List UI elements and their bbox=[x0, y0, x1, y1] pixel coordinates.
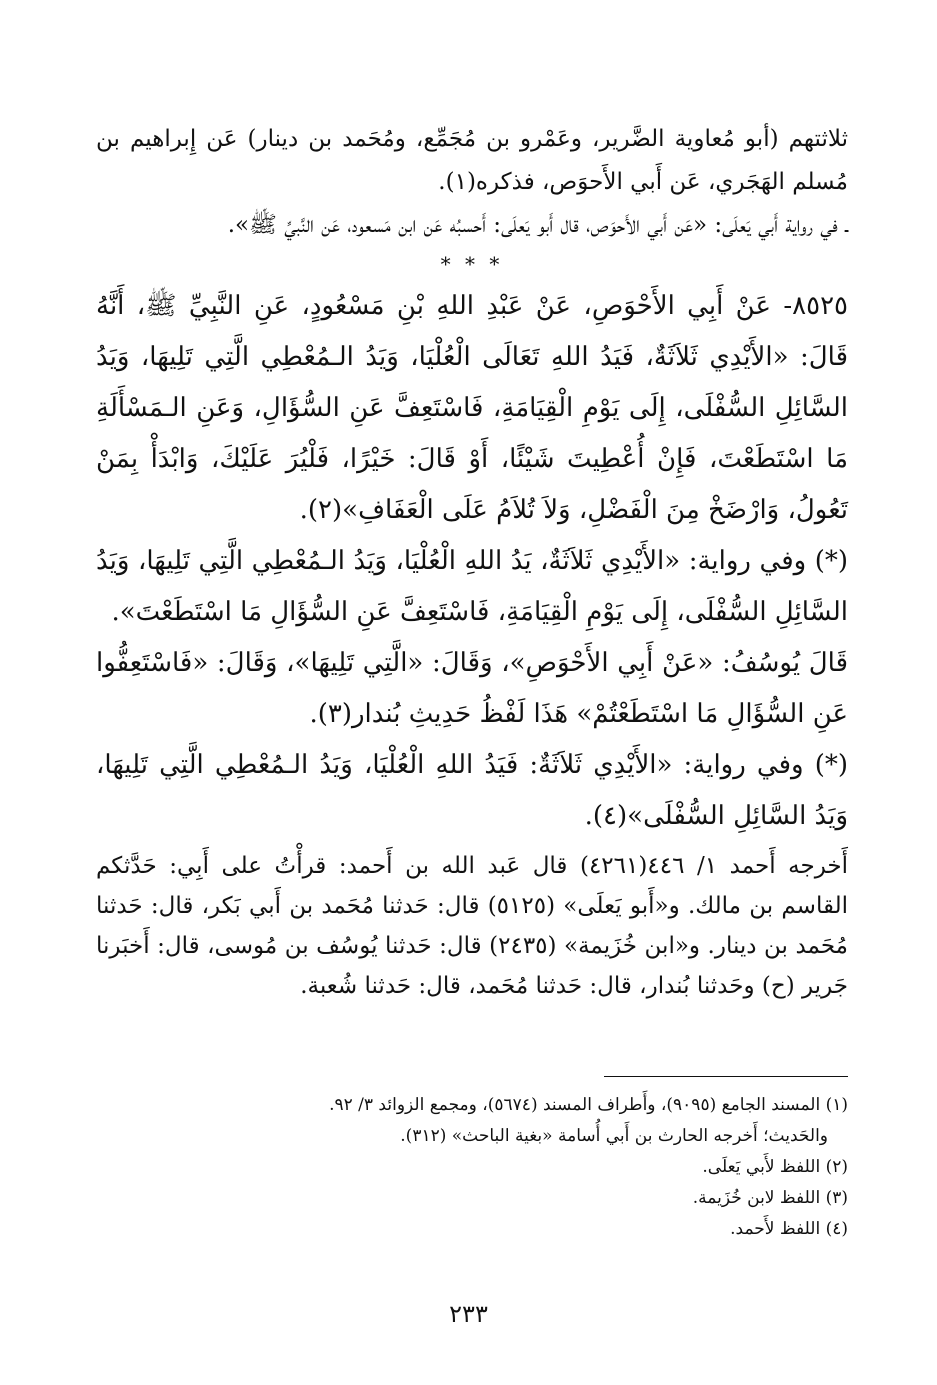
intro-paragraph: ثلاثتهم (أبو مُعاوية الضَّرير، وعَمْرو بن مُجَمِّع، ومُحَمد بن دينار) عَن إِبراهيم بن مُسلم الهَجَري، عَن أَبي الأَحوَص، فذكره(١). bbox=[96, 126, 848, 195]
hadith-variant-1: (*) وفي رواية: «الأَيْدِي ثَلاَثَةٌ، يَدُ اللهِ الْعُلْيَا، وَيَدُ الـمُعْطِي الَّتِي تَلِيهَا، وَيَدُ السَّائِلِ السُّفْلَى، إِلَى يَوْمِ الْقِيَامَةِ، فَاسْتَعِفَّ عَنِ السُّؤَالِ مَا اسْتَطَعْتَ». bbox=[96, 546, 848, 627]
footnote-1-continuation: والحَديث؛ أَخرجه الحارث بن أَبي أُسامة «بغية الباحث» (٣١٢). bbox=[400, 1126, 828, 1146]
hadith-8525 bbox=[96, 281, 848, 842]
footnote-2: (٢) اللفظ لأَبي يَعلَى. bbox=[702, 1157, 848, 1177]
abu-yala-note: ـ في رواية أَبي يَعلَى: «عَن أَبي الأَحوَص، قال أَبو يَعلَى: أَحسبُه عَن ابن مَسعود، عَن النَّبيِّ ﷺ». bbox=[227, 212, 848, 238]
footnote-divider bbox=[604, 1076, 848, 1077]
hadith-main-text: ٨٥٢٥- عَنْ أَبِي الأَحْوَصِ، عَنْ عَبْدِ اللهِ بْنِ مَسْعُودٍ، عَنِ النَّبِيِّ ﷺ، أَنَّهُ قَالَ: «الأَيْدِي ثَلاَثَةٌ، فَيَدُ اللهِ تَعَالَى الْعُلْيَا، وَيَدُ الـمُعْطِي الَّتِي تَلِيهَا، وَيَدُ السَّائِلِ السُّفْلَى، إِلَى يَوْمِ الْقِيَامَةِ، فَاسْتَعِفَّ عَنِ السُّؤَالِ، وَعَنِ الـمَسْأَلَةِ مَا اسْتَطَعْتَ، فَإِنْ أُعْطِيتَ شَيْئًا، أَوْ قَالَ: خَيْرًا، فَلْيُرَ عَلَيْكَ، وَابْدَأْ بِمَنْ تَعُولُ، وَارْضَخْ مِنَ الْفَضْلِ، وَلاَ تُلاَمُ عَلَى الْعَفَافِ»(٢). bbox=[96, 291, 848, 525]
takhrij-section bbox=[96, 846, 848, 1006]
footnote-4: (٤) اللفظ لأَحمد. bbox=[730, 1219, 848, 1239]
section-separator: * * * bbox=[440, 252, 504, 276]
hadith-variant-2: (*) وفي رواية: «الأَيْدِي ثَلاَثَةٌ: فَيَدُ اللهِ الْعُلْيَا، وَيَدُ الـمُعْطِي الَّتِي تَلِيهَا، وَيَدُ السَّائِلِ السُّفْلَى»(٤). bbox=[96, 750, 848, 831]
page-body bbox=[96, 118, 848, 1006]
footnotes bbox=[96, 1090, 848, 1245]
footnote-3: (٣) اللفظ لابن خُزَيمة. bbox=[692, 1188, 848, 1208]
footnote-1: (١) المسند الجامع (٩٠٩٥)، وأَطراف المسند (٥٦٧٤)، ومجمع الزوائد ٣/ ٩٢. bbox=[329, 1095, 848, 1115]
takhrij-text: أَخرجه أَحمد ١/ ٤٤٦(٤٢٦١) قال عَبد الله بن أَحمد: قرأْتُ على أَبِي: حَدَّثكم القاسم بن مالك. و«أَبو يَعلَى» (٥١٢٥) قال: حَدثنا مُحَمد بن أَبي بَكر، قال: حَدثنا مُحَمد بن دينار. و«ابن خُزَيمة» (٢٤٣٥) قال: حَدثنا يُوسُف بن مُوسى، قال: أَخبَرنا جَرير (ح) وحَدثنا بُندار، قال: حَدثنا مُحَمد، قال: حَدثنا شُعبة. bbox=[96, 853, 848, 999]
intro-section bbox=[96, 118, 848, 247]
yusuf-note: قَالَ يُوسُفُ: «عَنْ أَبِي الأَحْوَصِ»، وَقَالَ: «الَّتِي تَلِيهَا»، وَقَالَ: «فَاسْتَعِفُّوا عَنِ السُّؤَالِ مَا اسْتَطَعْتُمْ» هَذَا لَفْظُ حَدِيثِ بُندار(٣). bbox=[96, 648, 848, 729]
page-number: ٢٣٣ bbox=[449, 1300, 488, 1328]
